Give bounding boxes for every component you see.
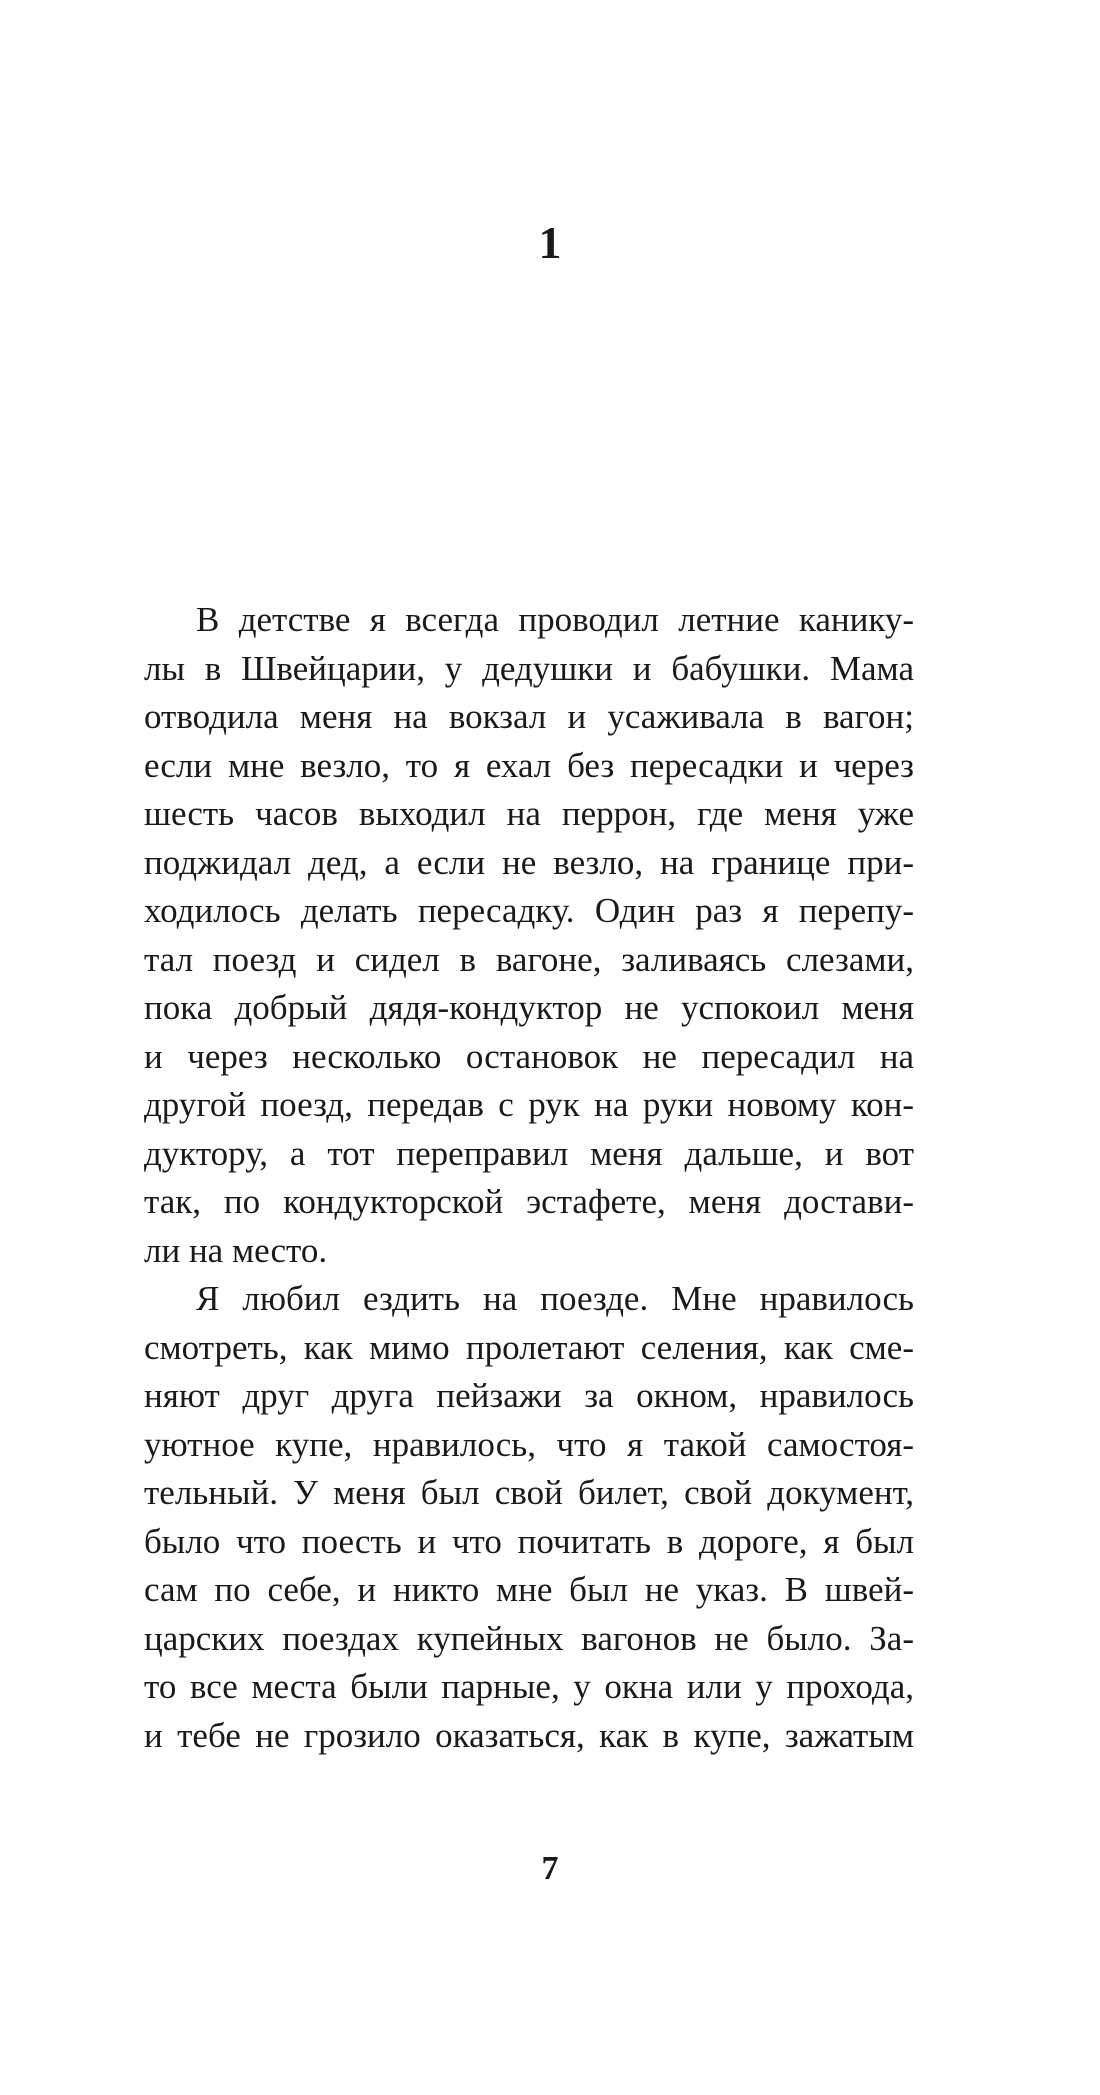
text-line: то все места были парные, у окна или у прохода,	[144, 1667, 914, 1706]
text-line: пока добрый дядя-кондуктор не успокоил меня	[144, 988, 914, 1027]
text-line: дуктору, а тот переправил меня дальше, и вот	[144, 1133, 914, 1173]
chapter-number: 1	[538, 217, 562, 268]
text-line: было что поесть и что почитать в дороге, я был	[144, 1521, 914, 1561]
text-line: ли на место.	[144, 1230, 328, 1270]
text-line: и через несколько остановок не пересадил на	[144, 1036, 914, 1076]
text-line: шесть часов выходил на перрон, где меня уже	[144, 794, 914, 833]
text-line: поджидал дед, а если не везло, на границе при-	[144, 842, 914, 882]
text-line: смотреть, как мимо пролетают селения, как сме-	[144, 1327, 914, 1367]
text-line: другой поезд, передав с рук на руки новому кон-	[144, 1085, 914, 1124]
text-line: лы в Швейцарии, у дедушки и бабушки. Мама	[144, 648, 914, 688]
text-line: царских поездах купейных вагонов не было. За-	[144, 1618, 914, 1658]
text-line: ходилось делать пересадку. Один раз я перепу-	[144, 891, 914, 930]
text-line: и тебе не грозило оказаться, как в купе, зажатым	[144, 1715, 914, 1755]
text-line: В детстве я всегда проводил летние канику-	[196, 600, 914, 639]
text-line: няют друг друга пейзажи за окном, нравилось	[144, 1376, 914, 1415]
text-line: Я любил ездить на поезде. Мне нравилось	[196, 1279, 914, 1318]
text-line: уютное купе, нравилось, что я такой самостоя-	[144, 1424, 914, 1464]
text-line: так, по кондукторской эстафете, меня достави-	[144, 1182, 914, 1221]
text-line: тельный. У меня был свой билет, свой документ,	[144, 1473, 914, 1512]
page-number: 7	[541, 1850, 559, 1887]
text-line: сам по себе, и никто мне был не указ. В швей-	[144, 1570, 914, 1609]
body-text	[144, 596, 914, 1760]
text-line: тал поезд и сидел в вагоне, заливаясь слезами,	[144, 939, 914, 979]
text-line: отводила меня на вокзал и усаживала в вагон;	[144, 697, 914, 736]
text-line: если мне везло, то я ехал без пересадки и через	[144, 745, 914, 785]
